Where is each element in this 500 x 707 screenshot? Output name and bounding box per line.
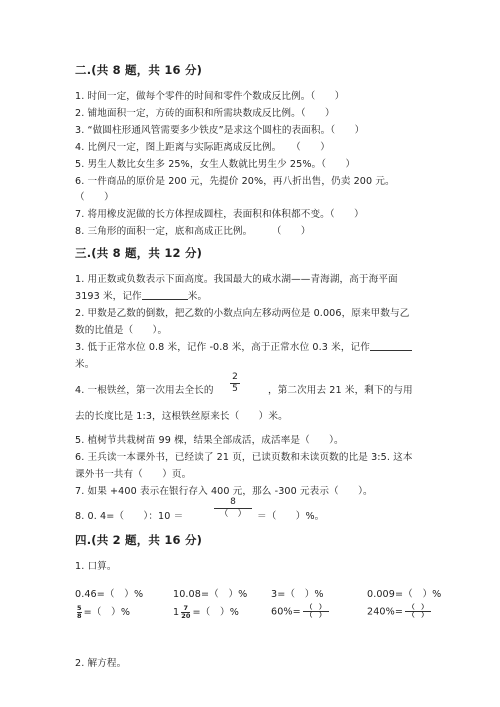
mental-math-item: $\frac{5}{8}$ =（ ）% — [77, 603, 131, 620]
question-3-2-line2: 数的比值是（ ）。 — [75, 325, 168, 336]
mental-math-item: 3=（ ）% — [271, 589, 324, 600]
question-2-4: 4. 比例尺一定，图上距离与实际距离成反比例。 （ ） — [75, 142, 330, 153]
question-2-3: 3. “做圆柱形通风管需要多少铁皮”是求这个圆柱的表面积。（ ） — [75, 125, 365, 136]
fraction-five-eighths: $\frac{5}{8}$ — [77, 603, 82, 620]
subsection-solve-equations: 2. 解方程。 — [75, 658, 127, 669]
question-3-3-line2: 米。 — [75, 359, 95, 370]
question-3-5: 5. 植树节共栽树苗 99 棵，结果全部成活，成活率是（ ）。 — [75, 435, 344, 446]
question-3-2: 2. 甲数是乙数的倒数，把乙数的小数点向左移动两位是 0.006，原来甲数与乙 — [75, 308, 410, 319]
question-3-6-line2: 课外书一共有（ ）页。 — [75, 469, 192, 480]
question-3-4-prefix: 4. 一根铁丝，第一次用去全长的 — [75, 385, 214, 396]
section-3-title: 三.(共 8 题，共 12 分) — [75, 246, 203, 260]
fraction-seven-twentieths: $\frac{7}{20}$ — [181, 603, 191, 620]
fraction-blank: （ ） （ ） — [303, 604, 329, 619]
question-3-6: 6. 王兵读一本课外书，已经读了 21 页，已读页数和未读页数的比是 3:5. 这本 — [75, 452, 413, 463]
question-3-3 — [75, 339, 412, 353]
question-3-8-suffix: ＝（ ）%。 — [257, 511, 325, 522]
section-2-title: 二.(共 8 题，共 16 分) — [75, 63, 203, 77]
question-3-8-prefix: 8. 0. 4=（ ）：10 ＝ — [75, 511, 184, 522]
question-2-6-answer: （ ） — [75, 192, 114, 203]
answer-blank[interactable] — [142, 290, 188, 300]
mental-math-item: 10.08=（ ）% — [173, 589, 248, 600]
fraction-blank: （ ） （ ） — [405, 604, 431, 619]
question-2-8: 8. 三角形的面积一定，底和高成正比例。 （ ） — [75, 226, 311, 237]
question-3-1-suffix: 米。 — [187, 291, 208, 302]
mental-math-item: 0.009=（ ）% — [367, 589, 442, 600]
mental-math-item: 60%= （ ） （ ） — [271, 604, 331, 619]
question-3-1-prefix: 3193 米，记作 — [75, 291, 142, 302]
question-2-2: 2. 铺地面积一定，方砖的面积和所需块数成反比例。（ ） — [75, 108, 335, 119]
mental-math-item: 0.46=（ ）% — [75, 589, 144, 600]
question-2-7: 7. 将用橡皮泥做的长方体捏成圆柱，表面积和体积都不变。（ ） — [75, 209, 364, 220]
section-4-title: 四.(共 2 题，共 16 分) — [75, 533, 203, 547]
answer-blank[interactable] — [370, 341, 412, 351]
question-3-7: 7. 如果 +400 表示在银行存入 400 元，那么 -300 元表示（ ）。 — [75, 486, 373, 497]
subsection-mental-math: 1. 口算。 — [75, 561, 117, 572]
mental-math-item: 240%= （ ） （ ） — [367, 604, 433, 619]
question-2-6: 6. 一件商品的原价是 200 元，先提价 20%，再八折出售，仍卖 200 元。 — [75, 176, 395, 187]
question-2-1: 1. 时间一定，做每个零件的时间和零件个数成反比例。（ ） — [75, 91, 345, 102]
question-3-1-line2 — [75, 288, 207, 302]
fraction-two-fifths: 2 5 — [229, 372, 241, 395]
question-2-5: 5. 男生人数比女生多 25%，女生人数就比男生少 25%。（ ） — [75, 159, 356, 170]
question-3-3-text: 3. 低于正常水位 0.8 米，记作 -0.8 米，高于正常水位 0.3 米，记作 — [75, 342, 370, 353]
fraction-eight-over-blank: 8 （ ） — [213, 497, 253, 520]
question-3-1: 1. 用正数或负数表示下面高度。我国最大的咸水湖——青海湖，高于海平面 — [75, 274, 398, 285]
question-3-4-line2: 去的长度比是 1:3，这根铁丝原来长（ ）米。 — [75, 411, 288, 422]
question-3-4-suffix: ，第二次用去 21 米，剩下的与用 — [268, 385, 413, 396]
mental-math-item: 1 $\frac{7}{20}$ =（ ）% — [173, 603, 239, 620]
